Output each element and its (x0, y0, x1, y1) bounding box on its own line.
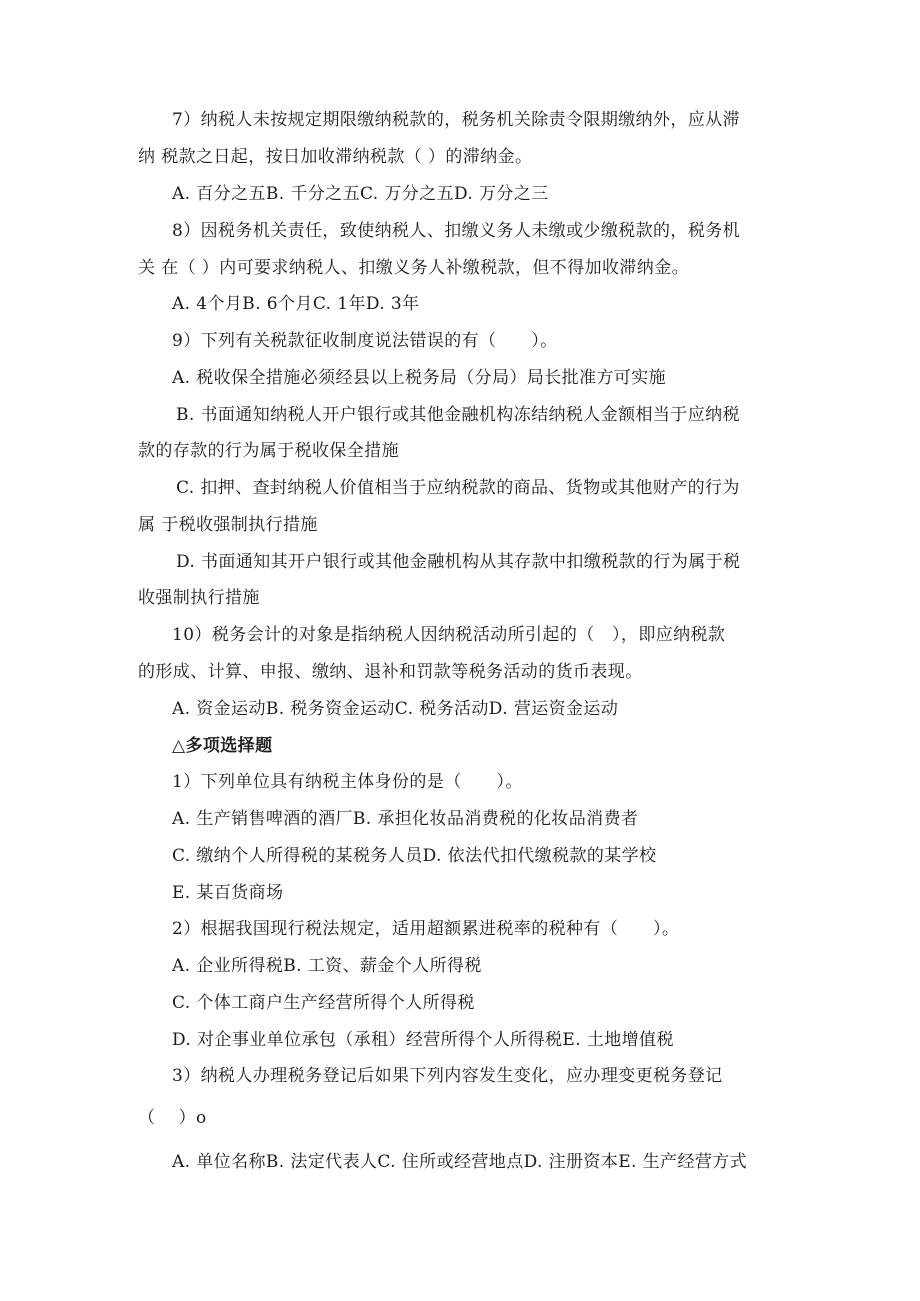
q9-option-c-line1: C. 扣押、查封纳税人价值相当于应纳税款的商品、货物或其他财产的行为 (176, 478, 740, 498)
q10-stem-line2: 的形成、计算、申报、缴纳、退补和罚款等税务活动的货币表现。 (138, 662, 643, 682)
mq3-options: A. 单位名称B. 法定代表人C. 住所或经营地点D. 注册资本E. 生产经营方式 (172, 1152, 748, 1172)
q8-stem-line2: 关 在（ ）内可要求纳税人、扣缴义务人补缴税款，但不得加收滞纳金。 (138, 258, 690, 278)
section-heading-multiple-choice: △多项选择题 (172, 736, 273, 756)
q8-options: A. 4个月B. 6个月C. 1年D. 3年 (172, 294, 420, 314)
q9-option-c-line2: 属 于税收强制执行措施 (138, 515, 318, 535)
q7-stem-line2: 纳 税款之日起，按日加收滞纳税款（ ）的滞纳金。 (138, 147, 533, 167)
mq2-option-c: C. 个体工商户生产经营所得个人所得税 (172, 993, 475, 1013)
q9-option-b-line1: B. 书面通知纳税人开户银行或其他金融机构冻结纳税人金额相当于应纳税 (176, 405, 740, 425)
mq1-options-cd: C. 缴纳个人所得税的某税务人员D. 依法代扣代缴税款的某学校 (172, 846, 657, 866)
q7-stem-line1: 7）纳税人未按规定期限缴纳税款的，税务机关除责令限期缴纳外，应从滞 (172, 110, 741, 130)
mq1-option-e: E. 某百货商场 (172, 883, 284, 903)
mq2-options-de: D. 对企事业单位承包（承租）经营所得个人所得税E. 土地增值税 (172, 1030, 674, 1050)
q9-option-b-line2: 款的存款的行为属于税收保全措施 (138, 441, 399, 461)
mq1-stem: 1）下列单位具有纳税主体身份的是（ ）。 (172, 772, 523, 792)
q7-options: A. 百分之五B. 千分之五C. 万分之五D. 万分之三 (172, 184, 549, 204)
q9-stem: 9）下列有关税款征收制度说法错误的有（ ）。 (172, 331, 558, 351)
mq2-options-ab: A. 企业所得税B. 工资、薪金个人所得税 (172, 956, 482, 976)
q9-option-a: A. 税收保全措施必须经县以上税务局（分局）局长批准方可实施 (172, 368, 667, 388)
mq3-stem-line1: 3）纳税人办理税务登记后如果下列内容发生变化，应办理变更税务登记 (172, 1066, 723, 1086)
mq2-stem: 2）根据我国现行税法规定，适用超额累进税率的税种有（ ）。 (172, 919, 680, 939)
q10-options: A. 资金运动B. 税务资金运动C. 税务活动D. 营运资金运动 (172, 699, 619, 719)
q10-stem-line1: 10）税务会计的对象是指纳税人因纳税活动所引起的（ ），即应纳税款 (172, 625, 726, 645)
q8-stem-line1: 8）因税务机关责任，致使纳税人、扣缴义务人未缴或少缴税款的，税务机 (172, 221, 741, 241)
mq1-options-ab: A. 生产销售啤酒的酒厂B. 承担化妆品消费税的化妆品消费者 (172, 809, 639, 829)
q9-option-d-line2: 收强制执行措施 (138, 588, 260, 608)
mq3-stem-line2: （ ）o (138, 1108, 207, 1128)
q9-option-d-line1: D. 书面通知其开户银行或其他金融机构从其存款中扣缴税款的行为属于税 (176, 552, 741, 572)
